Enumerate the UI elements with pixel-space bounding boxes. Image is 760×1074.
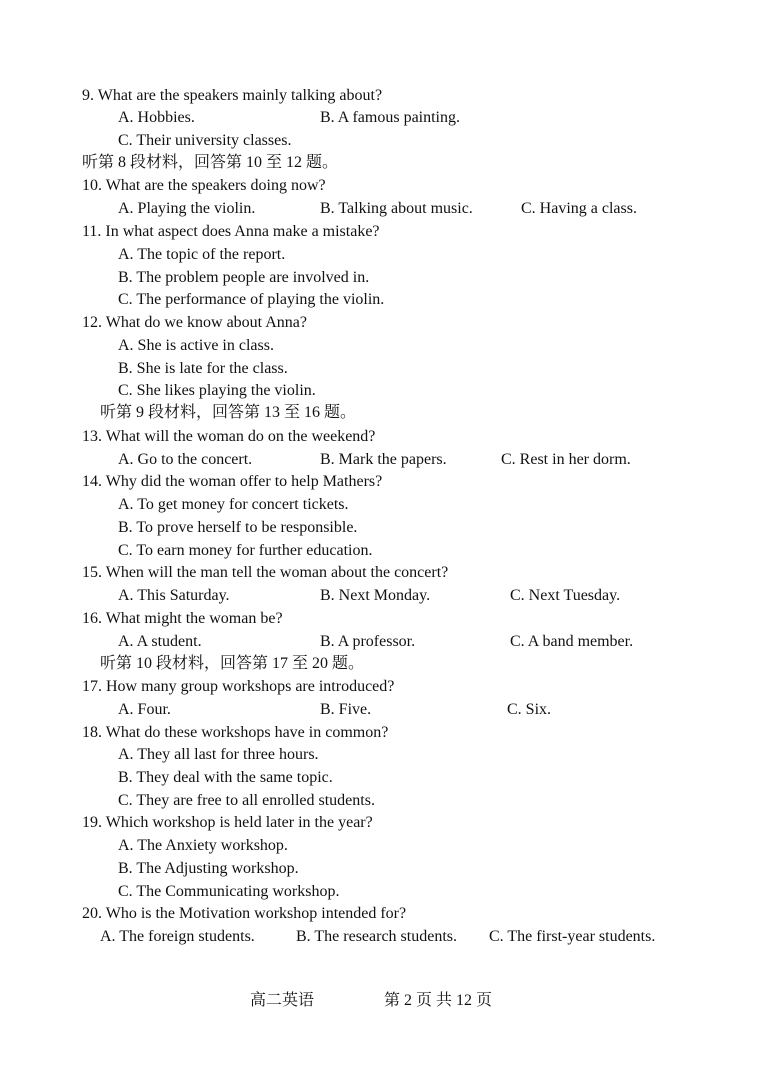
footer-page-info: 第 2 页 共 12 页	[384, 992, 493, 1009]
question-12: 12. What do we know about Anna?	[82, 314, 307, 331]
q10-option-a: A. Playing the violin.	[118, 200, 256, 217]
q11-option-a: A. The topic of the report.	[118, 246, 286, 263]
q18-option-b: B. They deal with the same topic.	[118, 769, 333, 786]
q12-option-c: C. She likes playing the violin.	[118, 382, 316, 399]
section-heading-8: 听第 8 段材料，回答第 10 至 12 题。	[82, 154, 339, 171]
q13-option-b: B. Mark the papers.	[320, 451, 447, 468]
q15-option-c: C. Next Tuesday.	[510, 587, 621, 604]
q9-option-b: B. A famous painting.	[320, 109, 460, 126]
q20-option-b: B. The research students.	[296, 928, 457, 945]
q20-option-a: A. The foreign students.	[100, 928, 255, 945]
question-10: 10. What are the speakers doing now?	[82, 177, 326, 194]
q20-option-c: C. The first-year students.	[489, 928, 656, 945]
question-14: 14. Why did the woman offer to help Mathers?	[82, 473, 383, 490]
q16-option-c: C. A band member.	[510, 633, 634, 650]
q19-option-c: C. The Communicating workshop.	[118, 883, 340, 900]
q16-option-b: B. A professor.	[320, 633, 416, 650]
q9-option-c: C. Their university classes.	[118, 132, 292, 149]
question-18: 18. What do these workshops have in common?	[82, 724, 389, 741]
q14-option-b: B. To prove herself to be responsible.	[118, 519, 358, 536]
q18-option-c: C. They are free to all enrolled students.	[118, 792, 375, 809]
q11-option-b: B. The problem people are involved in.	[118, 269, 370, 286]
section-heading-9: 听第 9 段材料，回答第 13 至 16 题。	[100, 404, 357, 421]
q17-option-c: C. Six.	[507, 701, 552, 718]
q13-option-a: A. Go to the concert.	[118, 451, 253, 468]
q13-option-c: C. Rest in her dorm.	[501, 451, 631, 468]
section-heading-10: 听第 10 段材料，回答第 17 至 20 题。	[100, 655, 365, 672]
q19-option-b: B. The Adjusting workshop.	[118, 860, 299, 877]
q10-option-c: C. Having a class.	[521, 200, 637, 217]
question-11: 11. In what aspect does Anna make a mistake?	[82, 223, 380, 240]
question-16: 16. What might the woman be?	[82, 610, 283, 627]
q12-option-b: B. She is late for the class.	[118, 360, 288, 377]
question-20: 20. Who is the Motivation workshop intended for?	[82, 905, 407, 922]
question-17: 17. How many group workshops are introduced?	[82, 678, 395, 695]
q10-option-b: B. Talking about music.	[320, 200, 473, 217]
q14-option-c: C. To earn money for further education.	[118, 542, 373, 559]
q17-option-b: B. Five.	[320, 701, 372, 718]
q11-option-c: C. The performance of playing the violin.	[118, 291, 385, 308]
question-19: 19. Which workshop is held later in the year?	[82, 814, 373, 831]
q18-option-a: A. They all last for three hours.	[118, 746, 319, 763]
question-9: 9. What are the speakers mainly talking about?	[82, 87, 383, 104]
q12-option-a: A. She is active in class.	[118, 337, 274, 354]
q19-option-a: A. The Anxiety workshop.	[118, 837, 288, 854]
q17-option-a: A. Four.	[118, 701, 171, 718]
footer-subject: 高二英语	[250, 992, 315, 1009]
q15-option-a: A. This Saturday.	[118, 587, 230, 604]
question-15: 15. When will the man tell the woman about the concert?	[82, 564, 449, 581]
q15-option-b: B. Next Monday.	[320, 587, 431, 604]
q9-option-a: A. Hobbies.	[118, 109, 195, 126]
q14-option-a: A. To get money for concert tickets.	[118, 496, 349, 513]
q16-option-a: A. A student.	[118, 633, 202, 650]
question-13: 13. What will the woman do on the weekend?	[82, 428, 376, 445]
